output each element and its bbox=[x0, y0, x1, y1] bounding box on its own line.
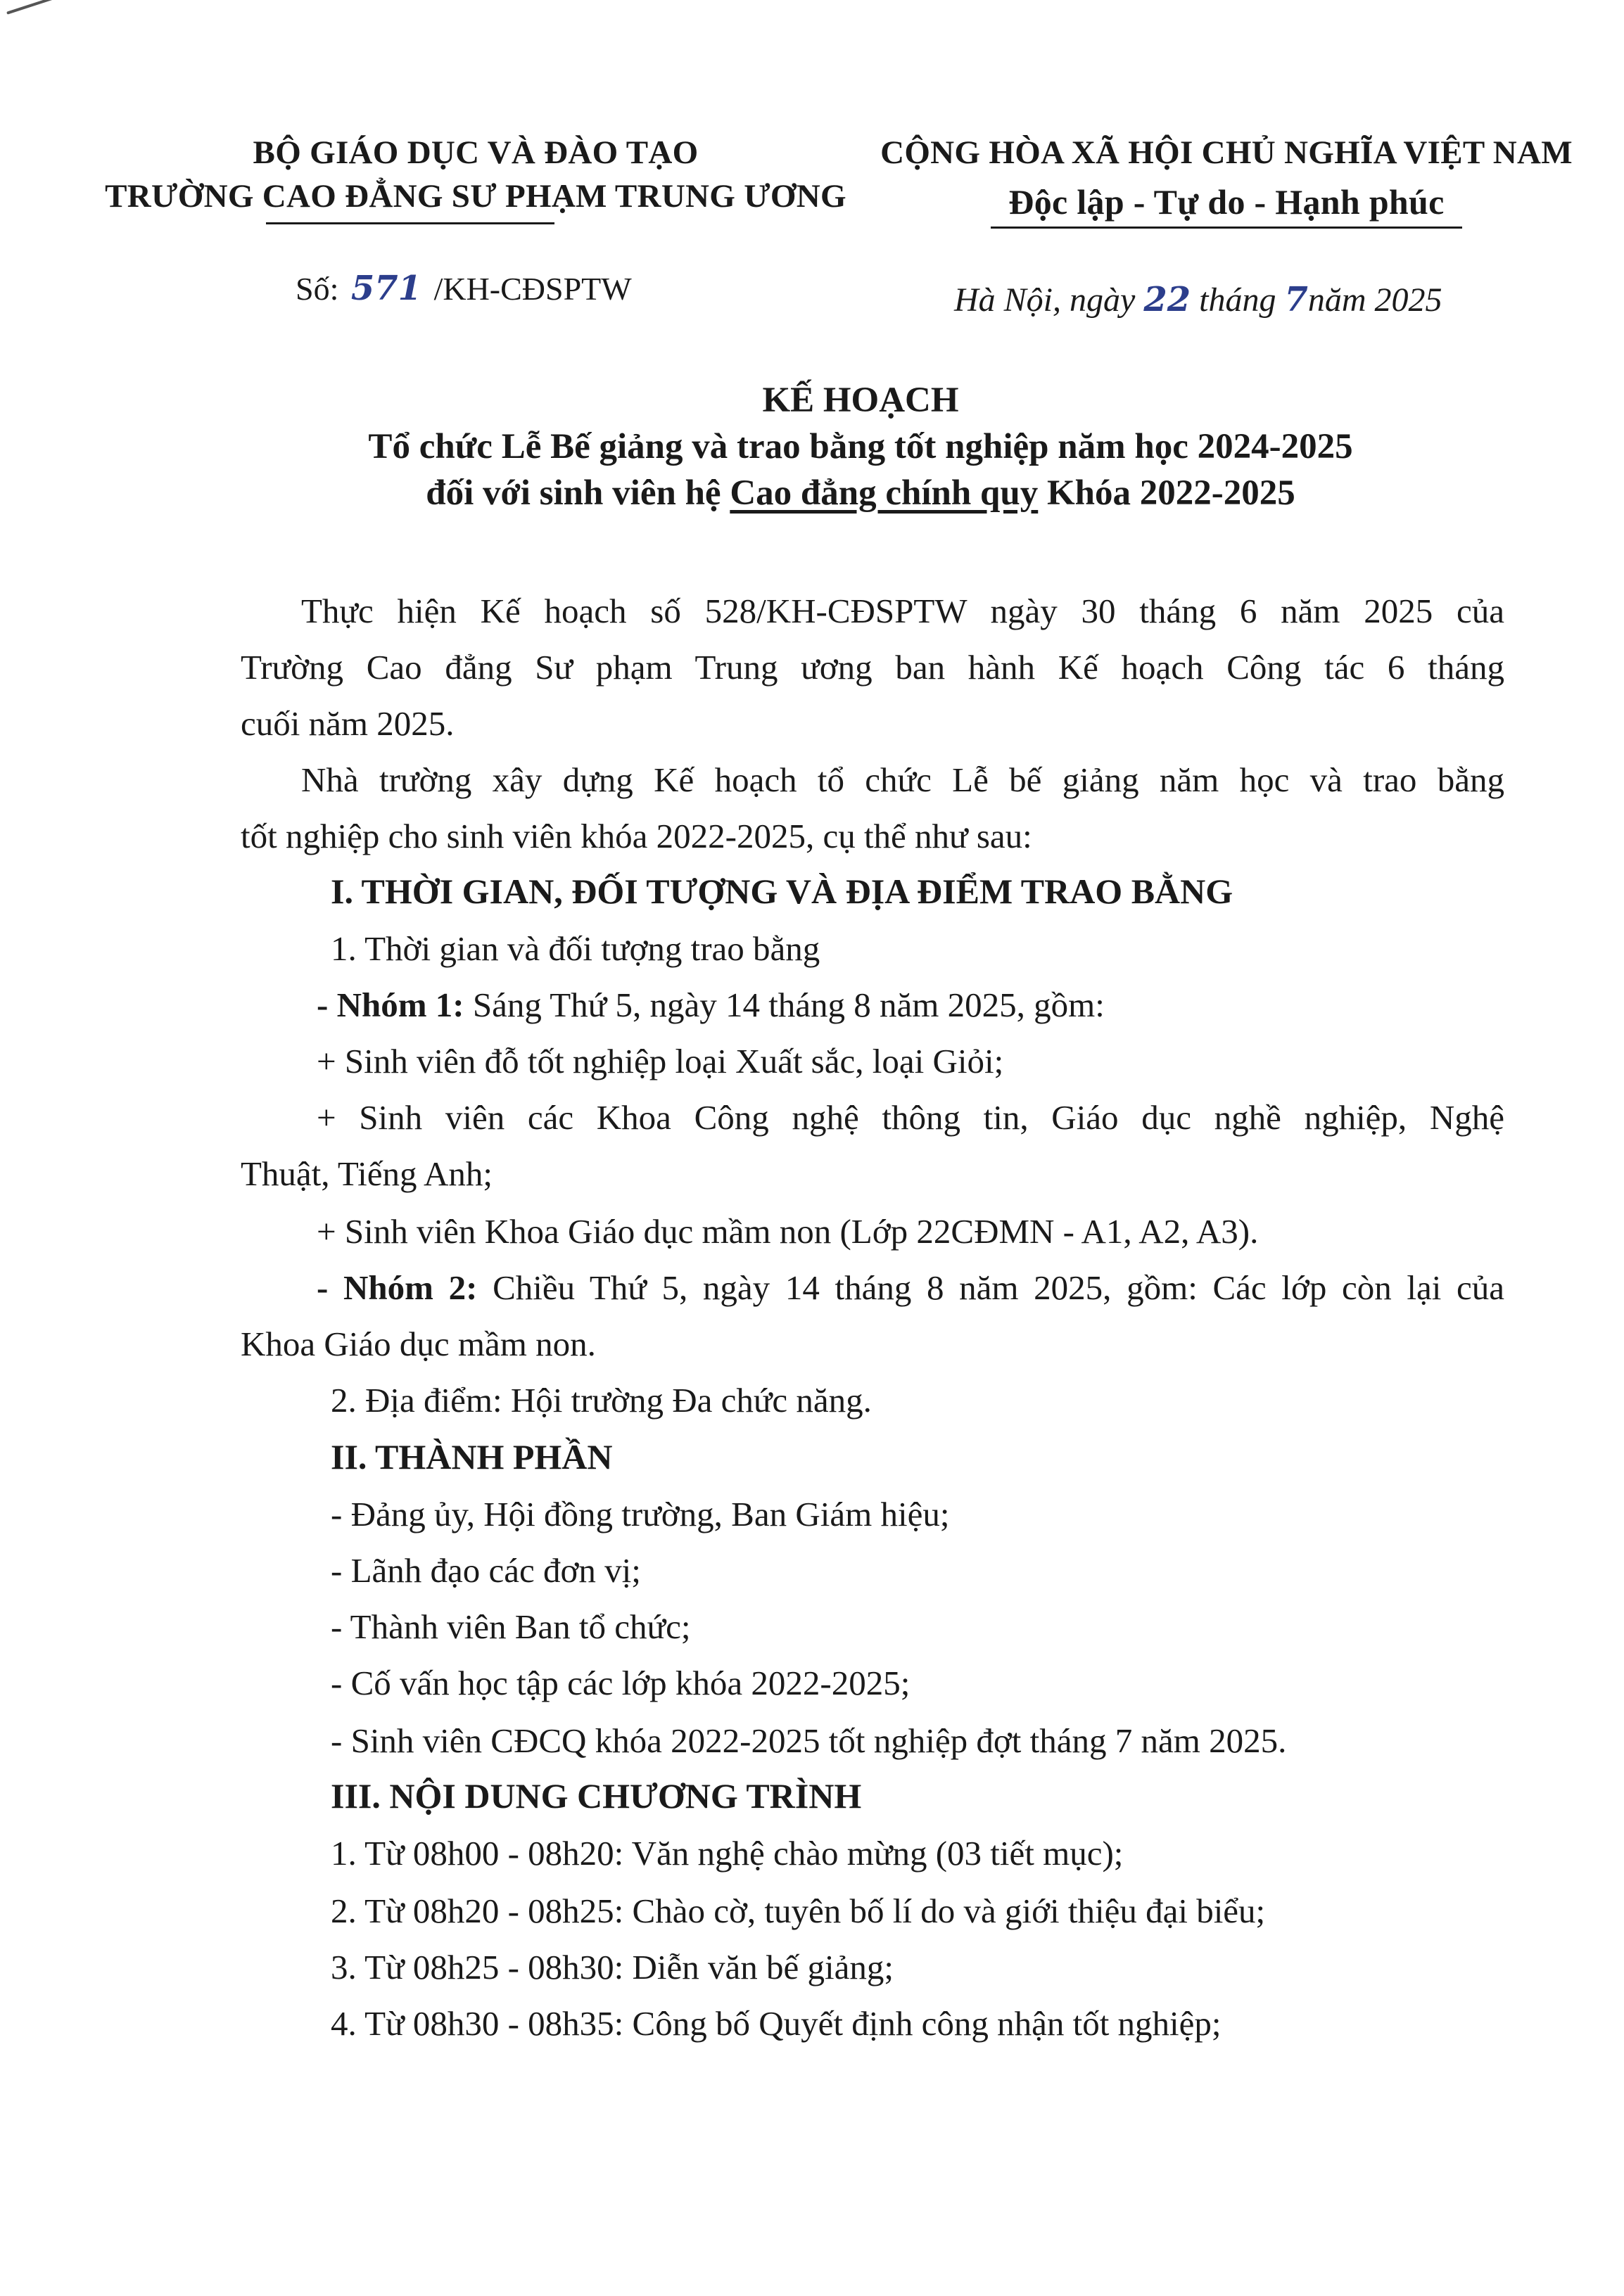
subtitle-part-a: đối với sinh viên hệ bbox=[426, 473, 721, 513]
document-number bbox=[296, 269, 632, 308]
group-1-item-1: + Sinh viên đỗ tốt nghiệp loại Xuất sắc, loại Giỏi; bbox=[317, 1042, 1004, 1080]
date-mid: tháng bbox=[1199, 281, 1276, 319]
group-1-line bbox=[317, 985, 1105, 1025]
group-2-line2: Khoa Giáo dục mầm non. bbox=[241, 1325, 596, 1363]
section-1-sub2: 2. Địa điểm: Hội trường Đa chức năng. bbox=[331, 1381, 872, 1420]
program-item: 3. Từ 08h25 - 08h30: Diễn văn bế giảng; bbox=[331, 1948, 894, 1986]
section-2-item: - Sinh viên CĐCQ khóa 2022-2025 tốt nghiệp đợt tháng 7 năm 2025. bbox=[331, 1721, 1287, 1760]
subtitle-part-c: Khóa 2022-2025 bbox=[1047, 473, 1295, 513]
date-prefix: Hà Nội, ngày bbox=[954, 281, 1136, 319]
group-2-text: Chiều Thứ 5, ngày 14 tháng 8 năm 2025, gồm: Các lớp còn lại của bbox=[493, 1268, 1505, 1307]
program-item: 4. Từ 08h30 - 08h35: Công bố Quyết định công nhận tốt nghiệp; bbox=[331, 2004, 1222, 2043]
intro-p1-line3: cuối năm 2025. bbox=[241, 704, 455, 743]
intro-p2-line1: Nhà trường xây dựng Kế hoạch tổ chức Lễ bế giảng năm học và trao bằng bbox=[301, 760, 1504, 799]
group-2-line bbox=[317, 1268, 1504, 1308]
date-suffix: năm 2025 bbox=[1307, 281, 1442, 319]
motto: Độc lập - Tự do - Hạnh phúc bbox=[1008, 182, 1445, 222]
intro-p1-line1: Thực hiện Kế hoạch số 528/KH-CĐSPTW ngày 30 tháng 6 năm 2025 của bbox=[301, 592, 1504, 630]
program-item: 1. Từ 08h00 - 08h20: Văn nghệ chào mừng (03 tiết mục); bbox=[331, 1834, 1124, 1873]
number-suffix: /KH-CĐSPTW bbox=[433, 271, 632, 307]
date-month: 7 bbox=[1284, 280, 1308, 319]
group-1-item-3: + Sinh viên Khoa Giáo dục mầm non (Lớp 22CĐMN - A1, A2, A3). bbox=[317, 1212, 1259, 1251]
intro-p2-line2: tốt nghiệp cho sinh viên khóa 2022-2025, cụ thể như sau: bbox=[241, 817, 1032, 855]
subtitle-part-b: Cao đẳng chính quy bbox=[730, 473, 1039, 513]
date-day: 22 bbox=[1143, 280, 1191, 319]
group-1-label: - Nhóm 1: bbox=[317, 986, 464, 1024]
document-date bbox=[954, 280, 1442, 319]
group-1-text: Sáng Thứ 5, ngày 14 tháng 8 năm 2025, gồm: bbox=[472, 986, 1105, 1024]
number-handwritten: 571 bbox=[350, 269, 422, 308]
group-2-label: - Nhóm 2: bbox=[317, 1268, 478, 1307]
group-1-item-2-line2: Thuật, Tiếng Anh; bbox=[241, 1154, 493, 1193]
ministry-name: BỘ GIÁO DỤC VÀ ĐÀO TẠO bbox=[253, 134, 699, 171]
section-2-item: - Thành viên Ban tổ chức; bbox=[331, 1607, 691, 1646]
intro-p1-line2: Trường Cao đẳng Sư phạm Trung ương ban hành Kế hoạch Công tác 6 tháng bbox=[241, 648, 1504, 687]
program-item: 2. Từ 08h20 - 08h25: Chào cờ, tuyên bố lí do và giới thiệu đại biểu; bbox=[331, 1892, 1266, 1930]
number-prefix: Số: bbox=[296, 271, 339, 307]
school-underline bbox=[266, 222, 554, 224]
motto-underline bbox=[991, 227, 1462, 229]
section-3-heading: III. NỘI DUNG CHƯƠNG TRÌNH bbox=[331, 1776, 862, 1816]
section-2-heading: II. THÀNH PHẦN bbox=[331, 1437, 613, 1477]
section-2-item: - Lãnh đạo các đơn vị; bbox=[331, 1551, 641, 1590]
group-1-item-2-line1: + Sinh viên các Khoa Công nghệ thông tin, Giáo dục nghề nghiệp, Nghệ bbox=[317, 1098, 1504, 1137]
doc-title: KẾ HOẠCH bbox=[762, 381, 959, 420]
section-1-heading: I. THỜI GIAN, ĐỐI TƯỢNG VÀ ĐỊA ĐIỂM TRAO BẰNG bbox=[331, 872, 1233, 911]
section-2-item: - Đảng ủy, Hội đồng trường, Ban Giám hiệu; bbox=[331, 1495, 950, 1533]
section-1-sub1: 1. Thời gian và đối tượng trao bằng bbox=[331, 929, 820, 968]
doc-subtitle-1: Tổ chức Lễ Bế giảng và trao bằng tốt nghiệp năm học 2024-2025 bbox=[368, 427, 1353, 466]
scan-mark bbox=[6, 0, 54, 15]
doc-subtitle-2 bbox=[426, 473, 1295, 514]
section-2-item: - Cố vấn học tập các lớp khóa 2022-2025; bbox=[331, 1664, 911, 1702]
country-name: CỘNG HÒA XÃ HỘI CHỦ NGHĨA VIỆT NAM bbox=[880, 134, 1573, 171]
school-name: TRƯỜNG CAO ĐẲNG SƯ PHẠM TRUNG ƯƠNG bbox=[105, 178, 846, 215]
